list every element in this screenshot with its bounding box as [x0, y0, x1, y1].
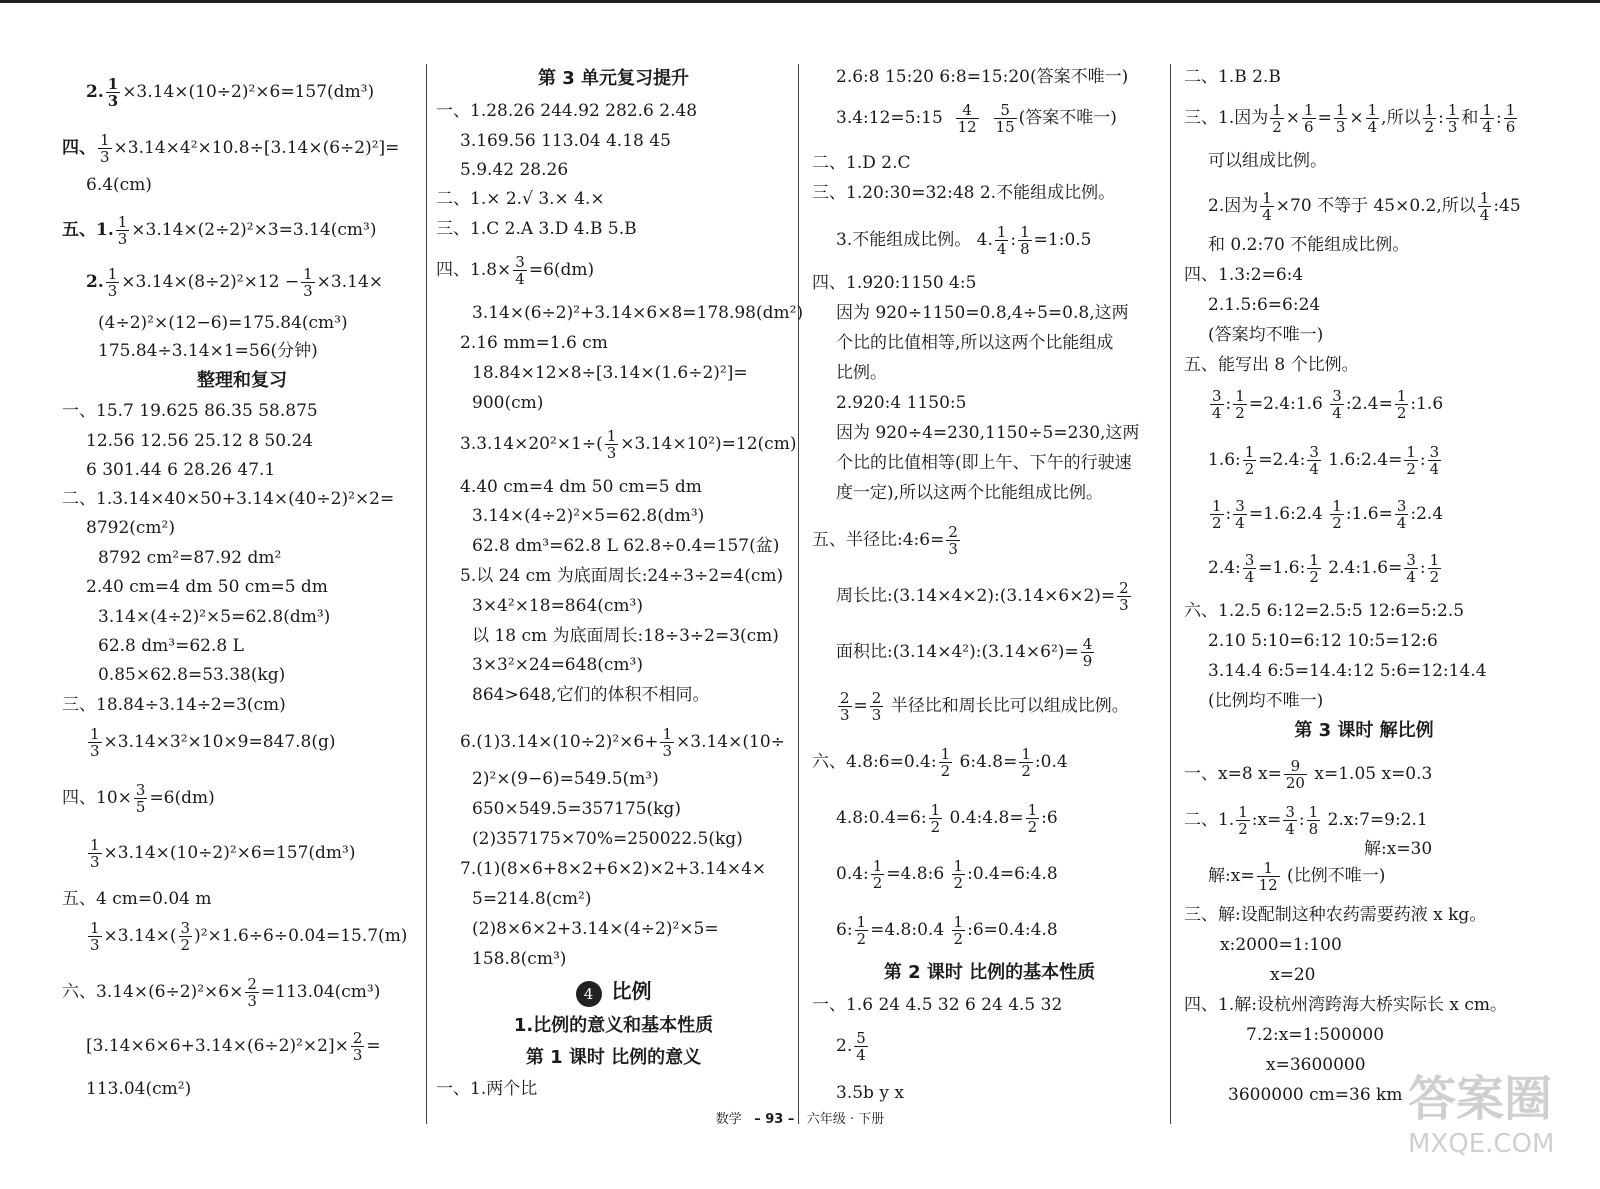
footer-grade: 六年级 · 下册: [806, 1112, 885, 1127]
answer-line: x=20: [1270, 965, 1316, 985]
answer-line: 3.不能组成比例。 4. $\frac{1}{4}$ : $\frac{1}{8}$ =1:0.5: [836, 223, 1092, 258]
answer-line: 二、1.D 2.C: [812, 153, 911, 173]
answer-line: 3.14×(4÷2)²×5=62.8(dm³): [472, 506, 705, 526]
answer-line: 五、4 cm=0.04 m: [62, 889, 212, 909]
answer-line: 解:x=30: [1364, 839, 1433, 859]
answer-line: 6: $\frac{1}{2}$ =4.8:0.4 $\frac{1}{2}$ :6=0.4:4.8: [836, 913, 1058, 948]
answer-line: 四、1.8× $\frac{3}{4}$ =6(dm): [436, 253, 595, 288]
answer-line: 六、3.14×(6÷2)²×6× $\frac{2}{3}$ =113.04(cm³): [62, 975, 381, 1010]
column-divider: [1170, 64, 1171, 1124]
lesson-title: 第 3 课时 解比例: [1294, 720, 1434, 741]
answer-line: 五、能写出 8 个比例。: [1184, 355, 1359, 375]
answer-line: 个比的比值相等,所以这两个比能组成: [836, 333, 1114, 353]
answer-line: $\frac{1}{2}$ : $\frac{3}{4}$ =1.6:2.4 $\frac{1}{2}$ :1.6= $\frac{3}{4}$ :2.4: [1212, 497, 1444, 532]
answer-line: 900(cm): [472, 393, 544, 413]
answer-line: 8792(cm²): [86, 518, 175, 538]
answer-line: 2.40 cm=4 dm 50 cm=5 dm: [86, 577, 328, 597]
answer-line: (2)357175×70%=250022.5(kg): [472, 829, 743, 849]
watermark-logo: 答案圈 MXQE.COM: [1408, 1071, 1555, 1159]
answer-line: 以 18 cm 为底面周长:18÷3÷2=3(cm): [472, 626, 779, 646]
answer-line: 5.9.42 28.26: [460, 160, 569, 180]
answer-line: 可以组成比例。: [1208, 151, 1327, 171]
answer-line: (比例均不唯一): [1208, 691, 1324, 711]
answer-line: 一、x=8 x= $\frac{9}{20}$ x=1.05 x=0.3: [1184, 757, 1433, 792]
answer-line: 比例。: [836, 363, 887, 383]
answer-line: 2.6:8 15:20 6:8=15:20(答案不唯一): [836, 67, 1129, 87]
answer-line: 三、解:设配制这种农药需要药液 x kg。: [1184, 905, 1487, 925]
answer-line: 六、4.8:6=0.4: $\frac{1}{2}$ 6:4.8= $\frac{1}{2}$ :0.4: [812, 745, 1068, 780]
answer-line: 解:x= $\frac{1}{12}$ (比例不唯一): [1208, 859, 1386, 894]
answer-line: 一、1.6 24 4.5 32 6 24 4.5 32: [812, 995, 1063, 1015]
answer-line: 3.5b y x: [836, 1083, 904, 1103]
answer-line: 2.10 5:10=6:12 10:5=12:6: [1208, 631, 1438, 651]
section-subtitle: 1.比例的意义和基本性质: [513, 1015, 714, 1036]
answer-line: 四、1.920:1150 4:5: [812, 273, 977, 293]
answer-line: 8792 cm²=87.92 dm²: [98, 548, 282, 568]
answer-line: 1.6: $\frac{1}{2}$ =2.4: $\frac{3}{4}$ 1.6:2.4= $\frac{1}{2}$ : $\frac{3}{4}$: [1208, 443, 1440, 478]
answer-line: 3600000 cm=36 km: [1228, 1085, 1403, 1105]
answer-line: 3.14.4 6:5=14.4:12 5:6=12:14.4: [1208, 661, 1487, 681]
answer-line: 12.56 12.56 25.12 8 50.24: [86, 431, 314, 451]
answer-line: 六、1.2.5 6:12=2.5:5 12:6=5:2.5: [1184, 601, 1465, 621]
answer-line: 18.84×12×8÷[3.14×(1.6÷2)²]=: [472, 363, 748, 383]
section-title: 整理和复习: [197, 370, 287, 391]
answer-line: 2. $\frac{1}{3}$ ×3.14×(8÷2)²×12 − $\frac{1}{3}$ ×3.14×: [86, 265, 384, 300]
answer-line: 四、1.解:设杭州湾跨海大桥实际长 x cm。: [1184, 995, 1507, 1015]
answer-line: 2.因为 $\frac{1}{4}$ ×70 不等于 45×0.2,所以 $\frac{1}{4}$ :45: [1208, 189, 1521, 224]
answer-line: 三、1.C 2.A 3.D 4.B 5.B: [436, 219, 637, 239]
answer-line: 一、1.两个比: [436, 1079, 538, 1099]
footer-subject: 数学: [715, 1112, 742, 1127]
answer-line: 3.169.56 113.04 4.18 45: [460, 131, 671, 151]
answer-line: 2.16 mm=1.6 cm: [460, 333, 608, 353]
unit-heading: 4 比例: [436, 980, 791, 1007]
answer-line: 7.(1)(8×6+8×2+6×2)×2+3.14×4×: [460, 859, 767, 879]
answer-line: 3.4:12=5:15 $\frac{4}{12}$ $\frac{5}{15}$ (答案不唯一): [836, 101, 1117, 136]
answer-line: $\frac{3}{4}$ : $\frac{1}{2}$ =2.4:1.6 $\frac{3}{4}$ :2.4= $\frac{1}{2}$ :1.6: [1212, 387, 1444, 422]
answer-line: 6 301.44 6 28.26 47.1: [86, 460, 276, 480]
answer-line: 二、1. $\frac{1}{2}$ :x= $\frac{3}{4}$ : $\frac{1}{8}$ 2.x:7=9:2.1: [1184, 803, 1428, 838]
answer-line: 3×3²×24=648(cm³): [472, 655, 643, 675]
answer-line: 二、1.B 2.B: [1184, 67, 1281, 87]
unit-number-badge: 4: [576, 981, 602, 1007]
answer-line: 五、半径比:4:6= $\frac{2}{3}$: [812, 523, 958, 558]
answer-line: $\frac{1}{3}$ ×3.14×3²×10×9=847.8(g): [90, 725, 336, 760]
answer-line: 62.8 dm³=62.8 L: [98, 636, 244, 656]
answer-line: 3×4²×18=864(cm³): [472, 596, 643, 616]
answer-line: 2.4: $\frac{3}{4}$ =1.6: $\frac{1}{2}$ 2.4:1.6= $\frac{3}{4}$ : $\frac{1}{2}$: [1208, 551, 1440, 586]
answer-line: 6.(1)3.14×(10÷2)²×6+ $\frac{1}{3}$ ×3.14×(10÷: [460, 725, 785, 760]
answer-line: 2.920:4 1150:5: [836, 393, 967, 413]
answer-line: x:2000=1:100: [1220, 935, 1342, 955]
answer-line: 2. $\frac{5}{4}$: [836, 1029, 866, 1064]
section-title: 第 3 单元复习提升: [537, 68, 690, 89]
column-divider: [426, 64, 427, 1124]
answer-line: 五、1. $\frac{1}{3}$ ×3.14×(2÷2)²×3=3.14(cm³): [62, 213, 377, 248]
answer-line: 2. $\frac{1}{3}$ ×3.14×(10÷2)²×6=157(dm³): [86, 75, 375, 110]
column-divider: [798, 64, 799, 1124]
answer-line: 2.1.5:6=6:24: [1208, 295, 1321, 315]
answer-line: 5.以 24 cm 为底面周长:24÷3÷2=4(cm): [460, 566, 784, 586]
answer-line: 三、18.84÷3.14÷2=3(cm): [62, 695, 286, 715]
answer-line: $\frac{2}{3}$ = $\frac{2}{3}$ 半径比和周长比可以组成比例。: [840, 689, 1129, 724]
answer-line: 一、1.28.26 244.92 282.6 2.48: [436, 101, 698, 121]
answer-line: (2)8×6×2+3.14×(4÷2)²×5=: [472, 919, 719, 939]
page-footer: [0, 1108, 1600, 1127]
answer-line: (4÷2)²×(12−6)=175.84(cm³): [98, 313, 348, 333]
answer-line: 二、1.× 2.√ 3.× 4.×: [436, 189, 605, 209]
answer-line: [3.14×6×6+3.14×(6÷2)²×2]× $\frac{2}{3}$ =: [86, 1029, 381, 1064]
answer-line: $\frac{1}{3}$ ×3.14×( $\frac{3}{2}$ )²×1.6÷6÷0.04=15.7(m): [90, 919, 408, 954]
answer-line: 864>648,它们的体积不相同。: [472, 685, 710, 705]
answer-line: 四、 $\frac{1}{3}$ ×3.14×4²×10.8÷[3.14×(6÷2)²]=: [62, 131, 400, 166]
page-number: – 93 –: [754, 1112, 795, 1127]
answer-line: 158.8(cm³): [472, 949, 567, 969]
answer-line: 三、1.因为 $\frac{1}{2}$ × $\frac{1}{6}$ = $\frac{1}{3}$ × $\frac{1}{4}$ ,所以 $\frac{1}{2}$ : $\frac{1}{3}$ 和 $\frac{1}{4}$ : $\frac{1}{6}$: [1184, 101, 1516, 136]
answer-line: 因为 920÷1150=0.8,4÷5=0.8,这两: [836, 303, 1129, 323]
answer-line: 650×549.5=357175(kg): [472, 799, 681, 819]
answer-line: 0.85×62.8=53.38(kg): [98, 665, 286, 685]
answer-line: 因为 920÷4=230,1150÷5=230,这两: [836, 423, 1140, 443]
answer-line: 5=214.8(cm²): [472, 889, 592, 909]
answer-line: 62.8 dm³=62.8 L 62.8÷0.4=157(盆): [472, 536, 780, 556]
answer-line: 个比的比值相等(即上午、下午的行驶速: [836, 453, 1132, 473]
answer-line: 一、15.7 19.625 86.35 58.875: [62, 401, 318, 421]
answer-line: 四、10× $\frac{3}{5}$ =6(dm): [62, 781, 215, 816]
answer-line: 4.40 cm=4 dm 50 cm=5 dm: [460, 477, 702, 497]
answer-line: 三、1.20:30=32:48 2.不能组成比例。: [812, 183, 1116, 203]
answer-line: 面积比:(3.14×4²):(3.14×6²)= $\frac{4}{9}$: [836, 635, 1093, 670]
answer-line: 3.14×(4÷2)²×5=62.8(dm³): [98, 607, 331, 627]
answer-line: 175.84÷3.14×1=56(分钟): [98, 341, 318, 361]
answer-line: 四、1.3:2=6:4: [1184, 265, 1304, 285]
answer-line: (答案均不唯一): [1208, 325, 1324, 345]
answer-line: 二、1.3.14×40×50+3.14×(40÷2)²×2=: [62, 489, 395, 509]
answer-line: 0.4: $\frac{1}{2}$ =4.8:6 $\frac{1}{2}$ :0.4=6:4.8: [836, 857, 1058, 892]
answer-line: $\frac{1}{3}$ ×3.14×(10÷2)²×6=157(dm³): [90, 836, 356, 871]
answer-line: 度一定),所以这两个比能组成比例。: [836, 483, 1104, 503]
answer-line: 3.3.14×20²×1÷( $\frac{1}{3}$ ×3.14×10²)=12(cm): [460, 427, 797, 462]
answer-line: 6.4(cm): [86, 175, 152, 195]
answer-line: 4.8:0.4=6: $\frac{1}{2}$ 0.4:4.8= $\frac{1}{2}$ :6: [836, 801, 1058, 836]
top-border: [0, 0, 1600, 3]
answer-line: 7.2:x=1:500000: [1246, 1025, 1385, 1045]
answer-line: 周长比:(3.14×4×2):(3.14×6×2)= $\frac{2}{3}$: [836, 579, 1129, 614]
lesson-title: 第 1 课时 比例的意义: [525, 1047, 702, 1068]
answer-line: 和 0.2:70 不能组成比例。: [1208, 235, 1410, 255]
answer-line: x=3600000: [1266, 1055, 1366, 1075]
lesson-title: 第 2 课时 比例的基本性质: [883, 962, 1096, 983]
answer-line: 3.14×(6÷2)²+3.14×6×8=178.98(dm²): [472, 303, 804, 323]
answer-line: 2)²×(9−6)=549.5(m³): [472, 769, 659, 789]
answer-line: 113.04(cm²): [86, 1079, 192, 1099]
